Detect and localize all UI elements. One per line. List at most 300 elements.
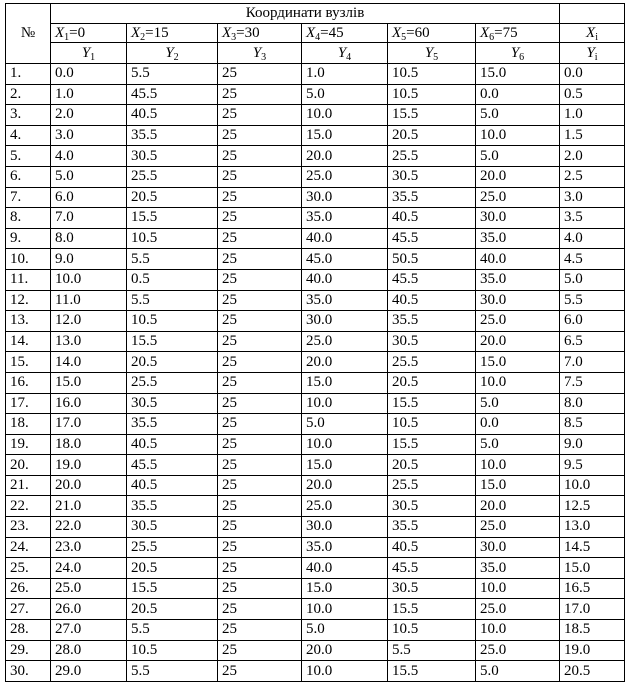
y-node-header-var: Y bbox=[81, 44, 91, 61]
table-cell: 10.5 bbox=[388, 64, 476, 85]
table-cell: 10.0 bbox=[476, 578, 560, 599]
table-cell: 40.5 bbox=[127, 475, 218, 496]
table-cell: 20.5 bbox=[388, 372, 476, 393]
table-cell: 35.0 bbox=[476, 228, 560, 249]
table-cell: 10.0 bbox=[476, 620, 560, 641]
table-cell: 40.0 bbox=[302, 269, 388, 290]
table-cell: 15.5 bbox=[388, 105, 476, 126]
table-cell: 5.5 bbox=[127, 290, 218, 311]
table-cell: 25 bbox=[218, 208, 302, 229]
table-cell: 15.0 bbox=[302, 372, 388, 393]
table-cell: 25 bbox=[218, 578, 302, 599]
table-cell: 25 bbox=[218, 64, 302, 85]
x-node-value: =45 bbox=[320, 24, 344, 41]
table-cell: 30.0 bbox=[476, 290, 560, 311]
table-row bbox=[6, 414, 625, 435]
table-cell: 30.5 bbox=[388, 496, 476, 517]
x-node-header bbox=[51, 24, 127, 43]
row-number: 15. bbox=[6, 352, 51, 373]
table-cell: 1.0 bbox=[560, 105, 625, 126]
table-cell: 25 bbox=[218, 187, 302, 208]
table-cell: 5.0 bbox=[476, 105, 560, 126]
yi-header bbox=[560, 43, 625, 64]
table-cell: 1.0 bbox=[51, 84, 127, 105]
table-cell: 45.5 bbox=[388, 269, 476, 290]
table-row bbox=[6, 517, 625, 538]
table-cell: 10.5 bbox=[127, 228, 218, 249]
row-number: 11. bbox=[6, 269, 51, 290]
table-cell: 25 bbox=[218, 352, 302, 373]
y-node-header bbox=[302, 43, 388, 64]
row-number: 5. bbox=[6, 146, 51, 167]
table-cell: 6.0 bbox=[51, 187, 127, 208]
table-cell: 20.5 bbox=[388, 125, 476, 146]
y-node-header-subscript: 4 bbox=[346, 51, 352, 63]
table-cell: 25.5 bbox=[388, 352, 476, 373]
y-node-header-subscript: 2 bbox=[173, 51, 179, 63]
table-row bbox=[6, 228, 625, 249]
x-node-header-subscript: 4 bbox=[315, 31, 321, 43]
table-cell: 15.5 bbox=[388, 393, 476, 414]
table-row bbox=[6, 537, 625, 558]
x-node-header-var: X bbox=[131, 24, 141, 41]
table-cell: 6.0 bbox=[560, 311, 625, 332]
table-cell: 40.0 bbox=[302, 558, 388, 579]
table-cell: 35.5 bbox=[388, 311, 476, 332]
table-cell: 20.5 bbox=[127, 187, 218, 208]
table-row bbox=[6, 249, 625, 270]
row-number: 24. bbox=[6, 537, 51, 558]
table-cell: 28.0 bbox=[51, 640, 127, 661]
x-node-header-var: X bbox=[222, 24, 232, 41]
table-cell: 35.5 bbox=[127, 414, 218, 435]
x-node-value: =30 bbox=[236, 24, 260, 41]
y-node-header-subscript: 5 bbox=[433, 51, 439, 63]
row-number: 1. bbox=[6, 64, 51, 85]
row-number: 27. bbox=[6, 599, 51, 620]
y-node-header-var: Y bbox=[165, 44, 174, 61]
table-cell: 2.5 bbox=[560, 166, 625, 187]
table-cell: 24.0 bbox=[51, 558, 127, 579]
table-cell: 25.5 bbox=[127, 372, 218, 393]
row-number: 6. bbox=[6, 166, 51, 187]
table-cell: 25.5 bbox=[127, 166, 218, 187]
table-cell: 35.0 bbox=[302, 537, 388, 558]
table-cell: 15.0 bbox=[302, 578, 388, 599]
table-row bbox=[6, 640, 625, 661]
table-cell: 9.0 bbox=[560, 434, 625, 455]
table-cell: 8.5 bbox=[560, 414, 625, 435]
table-cell: 7.0 bbox=[51, 208, 127, 229]
xi-header bbox=[560, 24, 625, 43]
table-cell: 25 bbox=[218, 496, 302, 517]
table-cell: 3.0 bbox=[51, 125, 127, 146]
table-cell: 25 bbox=[218, 269, 302, 290]
table-cell: 35.5 bbox=[388, 187, 476, 208]
table-cell: 35.0 bbox=[476, 269, 560, 290]
table-cell: 40.0 bbox=[476, 249, 560, 270]
table-cell: 5.5 bbox=[127, 64, 218, 85]
table-cell: 10.5 bbox=[388, 620, 476, 641]
x-node-header-var: X bbox=[480, 24, 490, 41]
table-cell: 20.0 bbox=[476, 166, 560, 187]
table-cell: 25.0 bbox=[51, 578, 127, 599]
table-cell: 5.0 bbox=[302, 620, 388, 641]
row-number: 26. bbox=[6, 578, 51, 599]
table-cell: 0.5 bbox=[127, 269, 218, 290]
table-cell: 25 bbox=[218, 558, 302, 579]
table-cell: 20.0 bbox=[302, 146, 388, 167]
table-cell: 20.5 bbox=[127, 558, 218, 579]
table-row bbox=[6, 475, 625, 496]
table-cell: 16.0 bbox=[51, 393, 127, 414]
table-row bbox=[6, 290, 625, 311]
y-node-header-var: Y bbox=[252, 44, 262, 61]
table-cell: 25 bbox=[218, 228, 302, 249]
table-cell: 10.0 bbox=[302, 599, 388, 620]
table-cell: 22.0 bbox=[51, 517, 127, 538]
table-row bbox=[6, 125, 625, 146]
table-cell: 15.5 bbox=[388, 599, 476, 620]
y-node-header-subscript: 6 bbox=[519, 51, 525, 63]
table-cell: 6.5 bbox=[560, 331, 625, 352]
table-cell: 25 bbox=[218, 146, 302, 167]
xi-header-var: X bbox=[586, 24, 596, 41]
table-cell: 45.5 bbox=[388, 558, 476, 579]
table-cell: 5.0 bbox=[302, 414, 388, 435]
table-cell: 10.0 bbox=[302, 661, 388, 682]
table-cell: 10.5 bbox=[388, 84, 476, 105]
table-cell: 9.5 bbox=[560, 455, 625, 476]
table-cell: 20.0 bbox=[51, 475, 127, 496]
table-row bbox=[6, 352, 625, 373]
table-cell: 2.0 bbox=[51, 105, 127, 126]
table-cell: 5.0 bbox=[476, 661, 560, 682]
table-cell: 15.0 bbox=[476, 64, 560, 85]
table-cell: 25 bbox=[218, 105, 302, 126]
coordinates-table bbox=[5, 3, 625, 682]
group-title: Координати вузлів bbox=[51, 4, 560, 24]
table-cell: 26.0 bbox=[51, 599, 127, 620]
x-node-value: =15 bbox=[145, 24, 169, 41]
table-cell: 25 bbox=[218, 661, 302, 682]
table-row bbox=[6, 620, 625, 641]
table-cell: 5.0 bbox=[476, 434, 560, 455]
y-node-header-var: Y bbox=[337, 44, 347, 61]
x-node-header-subscript: 1 bbox=[64, 31, 70, 43]
table-cell: 19.0 bbox=[51, 455, 127, 476]
table-cell: 0.0 bbox=[51, 64, 127, 85]
x-node-header-subscript: 5 bbox=[401, 31, 407, 43]
x-node-value: =0 bbox=[69, 24, 86, 41]
table-cell: 30.5 bbox=[127, 146, 218, 167]
x-node-header-var: X bbox=[306, 24, 316, 41]
table-row bbox=[6, 578, 625, 599]
table-cell: 27.0 bbox=[51, 620, 127, 641]
table-cell: 40.5 bbox=[388, 537, 476, 558]
table-cell: 40.0 bbox=[302, 228, 388, 249]
table-cell: 20.0 bbox=[302, 475, 388, 496]
x-node-value: =75 bbox=[494, 24, 518, 41]
table-cell: 5.0 bbox=[51, 166, 127, 187]
table-cell: 15.5 bbox=[388, 661, 476, 682]
table-cell: 15.0 bbox=[476, 352, 560, 373]
row-number: 22. bbox=[6, 496, 51, 517]
table-cell: 30.5 bbox=[388, 166, 476, 187]
table-cell: 10.5 bbox=[388, 414, 476, 435]
row-number: 19. bbox=[6, 434, 51, 455]
table-cell: 25 bbox=[218, 599, 302, 620]
table-cell: 5.0 bbox=[560, 269, 625, 290]
table-row bbox=[6, 496, 625, 517]
table-cell: 35.0 bbox=[476, 558, 560, 579]
table-row bbox=[6, 372, 625, 393]
table-cell: 11.0 bbox=[51, 290, 127, 311]
row-number: 12. bbox=[6, 290, 51, 311]
table-cell: 5.5 bbox=[127, 249, 218, 270]
x-node-value: =60 bbox=[406, 24, 430, 41]
table-cell: 15.0 bbox=[302, 455, 388, 476]
table-cell: 25 bbox=[218, 475, 302, 496]
table-cell: 0.5 bbox=[560, 84, 625, 105]
table-cell: 25 bbox=[218, 249, 302, 270]
table-cell: 10.0 bbox=[476, 372, 560, 393]
table-cell: 25 bbox=[218, 455, 302, 476]
table-cell: 5.0 bbox=[476, 146, 560, 167]
y-node-header-var: Y bbox=[510, 44, 520, 61]
y-node-header bbox=[218, 43, 302, 64]
table-row bbox=[6, 269, 625, 290]
y-node-header-subscript: 1 bbox=[90, 51, 96, 63]
table-cell: 25.0 bbox=[476, 517, 560, 538]
table-cell: 20.0 bbox=[476, 331, 560, 352]
table-cell: 25 bbox=[218, 166, 302, 187]
table-cell: 25.0 bbox=[302, 331, 388, 352]
table-row bbox=[6, 393, 625, 414]
table-cell: 10.0 bbox=[302, 105, 388, 126]
table-cell: 30.0 bbox=[302, 187, 388, 208]
table-cell: 13.0 bbox=[560, 517, 625, 538]
table-cell: 8.0 bbox=[560, 393, 625, 414]
table-cell: 5.5 bbox=[388, 640, 476, 661]
table-cell: 15.5 bbox=[388, 434, 476, 455]
number-header: № bbox=[6, 4, 51, 64]
table-cell: 25.0 bbox=[476, 640, 560, 661]
table-cell: 30.5 bbox=[127, 517, 218, 538]
x-node-header bbox=[302, 24, 388, 43]
yi-header-subscript: i bbox=[594, 51, 598, 63]
table-cell: 20.5 bbox=[388, 455, 476, 476]
table-cell: 8.0 bbox=[51, 228, 127, 249]
table-row bbox=[6, 331, 625, 352]
row-number: 8. bbox=[6, 208, 51, 229]
table-cell: 35.5 bbox=[388, 517, 476, 538]
table-cell: 40.5 bbox=[388, 208, 476, 229]
x-node-header bbox=[476, 24, 560, 43]
table-cell: 2.0 bbox=[560, 146, 625, 167]
x-node-header-subscript: 6 bbox=[489, 31, 495, 43]
table-cell: 35.0 bbox=[302, 208, 388, 229]
x-node-header bbox=[127, 24, 218, 43]
table-cell: 10.0 bbox=[302, 393, 388, 414]
table-row bbox=[6, 434, 625, 455]
row-number: 10. bbox=[6, 249, 51, 270]
table-row bbox=[6, 166, 625, 187]
table-row bbox=[6, 558, 625, 579]
table-cell: 50.5 bbox=[388, 249, 476, 270]
row-number: 16. bbox=[6, 372, 51, 393]
table-cell: 4.0 bbox=[560, 228, 625, 249]
table-cell: 25 bbox=[218, 620, 302, 641]
row-number: 18. bbox=[6, 414, 51, 435]
y-node-header-subscript: 3 bbox=[261, 51, 267, 63]
table-cell: 30.0 bbox=[302, 311, 388, 332]
y-node-header bbox=[476, 43, 560, 64]
table-cell: 12.0 bbox=[51, 311, 127, 332]
table-cell: 20.5 bbox=[560, 661, 625, 682]
table-cell: 25 bbox=[218, 84, 302, 105]
table-cell: 15.5 bbox=[127, 331, 218, 352]
table-cell: 29.0 bbox=[51, 661, 127, 682]
table-cell: 20.0 bbox=[302, 352, 388, 373]
table-cell: 20.0 bbox=[476, 496, 560, 517]
table-cell: 20.5 bbox=[127, 599, 218, 620]
x-node-header-subscript: 2 bbox=[140, 31, 146, 43]
table-cell: 9.0 bbox=[51, 249, 127, 270]
table-cell: 30.5 bbox=[127, 393, 218, 414]
row-number: 13. bbox=[6, 311, 51, 332]
table-cell: 23.0 bbox=[51, 537, 127, 558]
table-cell: 15.0 bbox=[560, 558, 625, 579]
yi-header-var: Y bbox=[586, 44, 595, 61]
row-number: 7. bbox=[6, 187, 51, 208]
table-cell: 1.0 bbox=[302, 64, 388, 85]
row-number: 14. bbox=[6, 331, 51, 352]
table-cell: 18.0 bbox=[51, 434, 127, 455]
table-cell: 25 bbox=[218, 393, 302, 414]
table-cell: 35.5 bbox=[127, 125, 218, 146]
table-cell: 5.0 bbox=[476, 393, 560, 414]
table-cell: 20.5 bbox=[127, 352, 218, 373]
y-node-header bbox=[388, 43, 476, 64]
row-number: 21. bbox=[6, 475, 51, 496]
table-cell: 30.5 bbox=[388, 331, 476, 352]
table-cell: 15.0 bbox=[302, 125, 388, 146]
table-cell: 13.0 bbox=[51, 331, 127, 352]
table-cell: 0.0 bbox=[560, 64, 625, 85]
table-cell: 3.0 bbox=[560, 187, 625, 208]
table-cell: 30.0 bbox=[476, 208, 560, 229]
table-cell: 10.5 bbox=[127, 311, 218, 332]
table-cell: 45.5 bbox=[388, 228, 476, 249]
table-cell: 25 bbox=[218, 125, 302, 146]
table-cell: 45.5 bbox=[127, 84, 218, 105]
table-cell: 25 bbox=[218, 517, 302, 538]
table-cell: 25 bbox=[218, 331, 302, 352]
table-cell: 20.0 bbox=[302, 640, 388, 661]
table-cell: 1.5 bbox=[560, 125, 625, 146]
table-cell: 7.0 bbox=[560, 352, 625, 373]
table-cell: 25.0 bbox=[302, 496, 388, 517]
table-cell: 17.0 bbox=[51, 414, 127, 435]
table-row bbox=[6, 208, 625, 229]
table-row bbox=[6, 84, 625, 105]
row-number: 17. bbox=[6, 393, 51, 414]
table-cell: 25 bbox=[218, 537, 302, 558]
table-cell: 10.0 bbox=[302, 434, 388, 455]
table-cell: 16.5 bbox=[560, 578, 625, 599]
table-row bbox=[6, 64, 625, 85]
table-row bbox=[6, 661, 625, 682]
x-node-header-var: X bbox=[392, 24, 402, 41]
table-cell: 40.5 bbox=[127, 105, 218, 126]
table-cell: 30.5 bbox=[388, 578, 476, 599]
y-node-header bbox=[127, 43, 218, 64]
row-number: 28. bbox=[6, 620, 51, 641]
table-cell: 15.0 bbox=[51, 372, 127, 393]
last-column-top bbox=[560, 4, 625, 24]
table-cell: 3.5 bbox=[560, 208, 625, 229]
table-cell: 30.0 bbox=[476, 537, 560, 558]
table-cell: 40.5 bbox=[127, 434, 218, 455]
table-cell: 0.0 bbox=[476, 84, 560, 105]
table-cell: 4.0 bbox=[51, 146, 127, 167]
x-node-header bbox=[218, 24, 302, 43]
x-node-header-subscript: 3 bbox=[231, 31, 237, 43]
table-cell: 12.5 bbox=[560, 496, 625, 517]
table-cell: 25 bbox=[218, 372, 302, 393]
table-cell: 5.5 bbox=[127, 661, 218, 682]
table-cell: 25.0 bbox=[476, 311, 560, 332]
table-cell: 5.5 bbox=[560, 290, 625, 311]
table-row bbox=[6, 311, 625, 332]
table-cell: 25 bbox=[218, 640, 302, 661]
row-number: 2. bbox=[6, 84, 51, 105]
table-cell: 25 bbox=[218, 290, 302, 311]
table-row bbox=[6, 146, 625, 167]
table-cell: 25 bbox=[218, 414, 302, 435]
table-cell: 10.0 bbox=[476, 125, 560, 146]
table-cell: 40.5 bbox=[388, 290, 476, 311]
table-cell: 25.5 bbox=[127, 537, 218, 558]
table-cell: 19.0 bbox=[560, 640, 625, 661]
table-cell: 14.5 bbox=[560, 537, 625, 558]
table-cell: 25.0 bbox=[476, 187, 560, 208]
row-number: 25. bbox=[6, 558, 51, 579]
table-cell: 5.5 bbox=[127, 620, 218, 641]
table-cell: 15.5 bbox=[127, 208, 218, 229]
table-row bbox=[6, 455, 625, 476]
row-number: 29. bbox=[6, 640, 51, 661]
table-row bbox=[6, 105, 625, 126]
table-cell: 21.0 bbox=[51, 496, 127, 517]
row-number: 20. bbox=[6, 455, 51, 476]
xi-header-subscript: i bbox=[595, 31, 598, 43]
table-cell: 7.5 bbox=[560, 372, 625, 393]
row-number: 4. bbox=[6, 125, 51, 146]
x-node-header-var: X bbox=[55, 24, 65, 41]
table-cell: 25.5 bbox=[388, 475, 476, 496]
table-cell: 0.0 bbox=[476, 414, 560, 435]
y-node-header-var: Y bbox=[424, 44, 434, 61]
table-row bbox=[6, 599, 625, 620]
table-cell: 10.5 bbox=[127, 640, 218, 661]
y-node-header bbox=[51, 43, 127, 64]
table-cell: 30.0 bbox=[302, 517, 388, 538]
table-cell: 5.0 bbox=[302, 84, 388, 105]
row-number: 9. bbox=[6, 228, 51, 249]
row-number: 3. bbox=[6, 105, 51, 126]
